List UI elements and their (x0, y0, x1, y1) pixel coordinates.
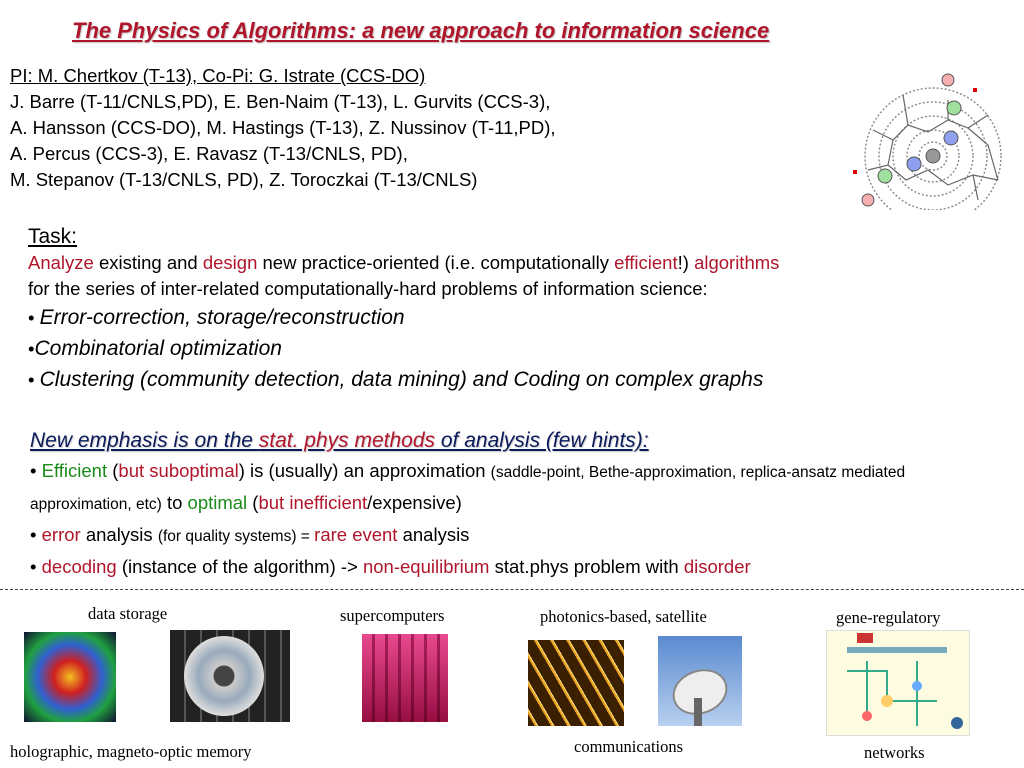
task-line-1 (28, 250, 1008, 276)
text-span: ) is (usually) an approximation (238, 460, 491, 481)
text-span: stat.phys problem with (489, 556, 684, 577)
text-span: (instance of the algorithm) -> (116, 556, 363, 577)
text-span: /expensive) (367, 492, 462, 513)
holographic-image (24, 632, 116, 722)
text-span: ( (107, 460, 119, 481)
algorithms-word: algorithms (694, 252, 780, 273)
text-span: but suboptimal (118, 460, 239, 481)
text-span: (for quality systems) = (157, 528, 315, 545)
author-line: J. Barre (T-11/CNLS,PD), E. Ben-Naim (T-13), L. Gurvits (CCS-3), (10, 91, 551, 112)
text-span: existing and (93, 252, 203, 273)
supercomputer-image (362, 634, 448, 722)
text-span: optimal (187, 492, 248, 513)
text-span: to (161, 492, 188, 513)
heading-span: of analysis (few hints): (435, 429, 649, 452)
bullet-text: Error-correction, storage/reconstruction (39, 306, 405, 329)
emphasis-section (30, 426, 1005, 582)
emphasis-heading (30, 426, 1005, 456)
text-span: (saddle-point, Bethe-approximation, replica-ansatz mediated approximation, etc) (30, 464, 906, 513)
author-line: A. Hansson (CCS-DO), M. Hastings (T-13), Z. Nussinov (T-11,PD), (10, 117, 556, 138)
task-line-2: for the series of inter-related computationally-hard problems of information science: (28, 278, 708, 299)
author-list (10, 63, 556, 193)
author-line: A. Percus (CCS-3), E. Ravasz (T-13/CNLS, PD), (10, 143, 408, 164)
emphasis-bullet-2: • error analysis (for quality systems) = rare event analysis (30, 524, 470, 545)
text-span: but inefficient (258, 492, 368, 513)
text-span: non-equilibrium (362, 556, 490, 577)
gene-regulatory-network-image (826, 630, 970, 736)
design-word: design (202, 252, 258, 273)
fiber-optics-image (528, 640, 624, 726)
task-bullet-2: •Combinatorial optimization (28, 337, 282, 360)
text-span: disorder (683, 556, 751, 577)
analyze-word: Analyze (28, 252, 94, 273)
author-line: PI: M. Chertkov (T-13), Co-Pi: G. Istrate (CCS-DO) (10, 65, 426, 86)
author-line: M. Stepanov (T-13/CNLS, PD), Z. Toroczkai (T-13/CNLS) (10, 169, 478, 190)
task-bullet-1: • Error-correction, storage/reconstruction (28, 306, 405, 329)
satellite-dish-image (658, 636, 742, 726)
graph-diagram (848, 70, 1018, 210)
text-span: decoding (41, 556, 117, 577)
slide-title: The Physics of Algorithms: a new approach to information science (72, 18, 770, 43)
caption-gene: gene-regulatory (836, 608, 941, 627)
text-span: !) (677, 252, 695, 273)
task-bullet-3: • Clustering (community detection, data mining) and Coding on complex graphs (28, 368, 764, 391)
caption-communications: communications (574, 737, 684, 756)
magneto-optic-image (170, 630, 290, 722)
text-span: ( (247, 492, 259, 513)
caption-data-storage: data storage (88, 604, 168, 623)
text-span: analysis (397, 524, 470, 545)
text-span: analysis (80, 524, 158, 545)
bullet-text: Clustering (community detection, data mining) and Coding on complex graphs (39, 368, 764, 391)
task-section (28, 224, 1008, 395)
text-span: error (41, 524, 81, 545)
caption-supercomputers: supercomputers (340, 606, 445, 625)
text-span: new practice-oriented (i.e. computationally (257, 252, 615, 273)
network-diagram-icon (827, 631, 969, 735)
heading-span: New emphasis is on the (30, 429, 259, 452)
section-divider (0, 589, 1024, 590)
bullet-text: Combinatorial optimization (34, 337, 282, 360)
text-span: rare event (314, 524, 398, 545)
caption-networks: networks (864, 743, 925, 762)
caption-holographic: holographic, magneto-optic memory (10, 742, 252, 761)
text-span: Efficient (41, 460, 108, 481)
emphasis-bullet-3: • decoding (instance of the algorithm) -> non-equilibrium stat.phys problem with disorder (30, 556, 751, 577)
efficient-word: efficient (614, 252, 678, 273)
caption-photonics: photonics-based, satellite (540, 607, 707, 626)
task-heading: Task: (28, 225, 78, 248)
emphasis-bullet-1: • Efficient (but suboptimal) is (usually) an approximation (saddle-point, Bethe-approximation, replica-ansatz mediated approximation, etc) to optimal (but inefficient/expensive) (30, 460, 906, 513)
heading-span: stat. phys methods (258, 429, 436, 452)
